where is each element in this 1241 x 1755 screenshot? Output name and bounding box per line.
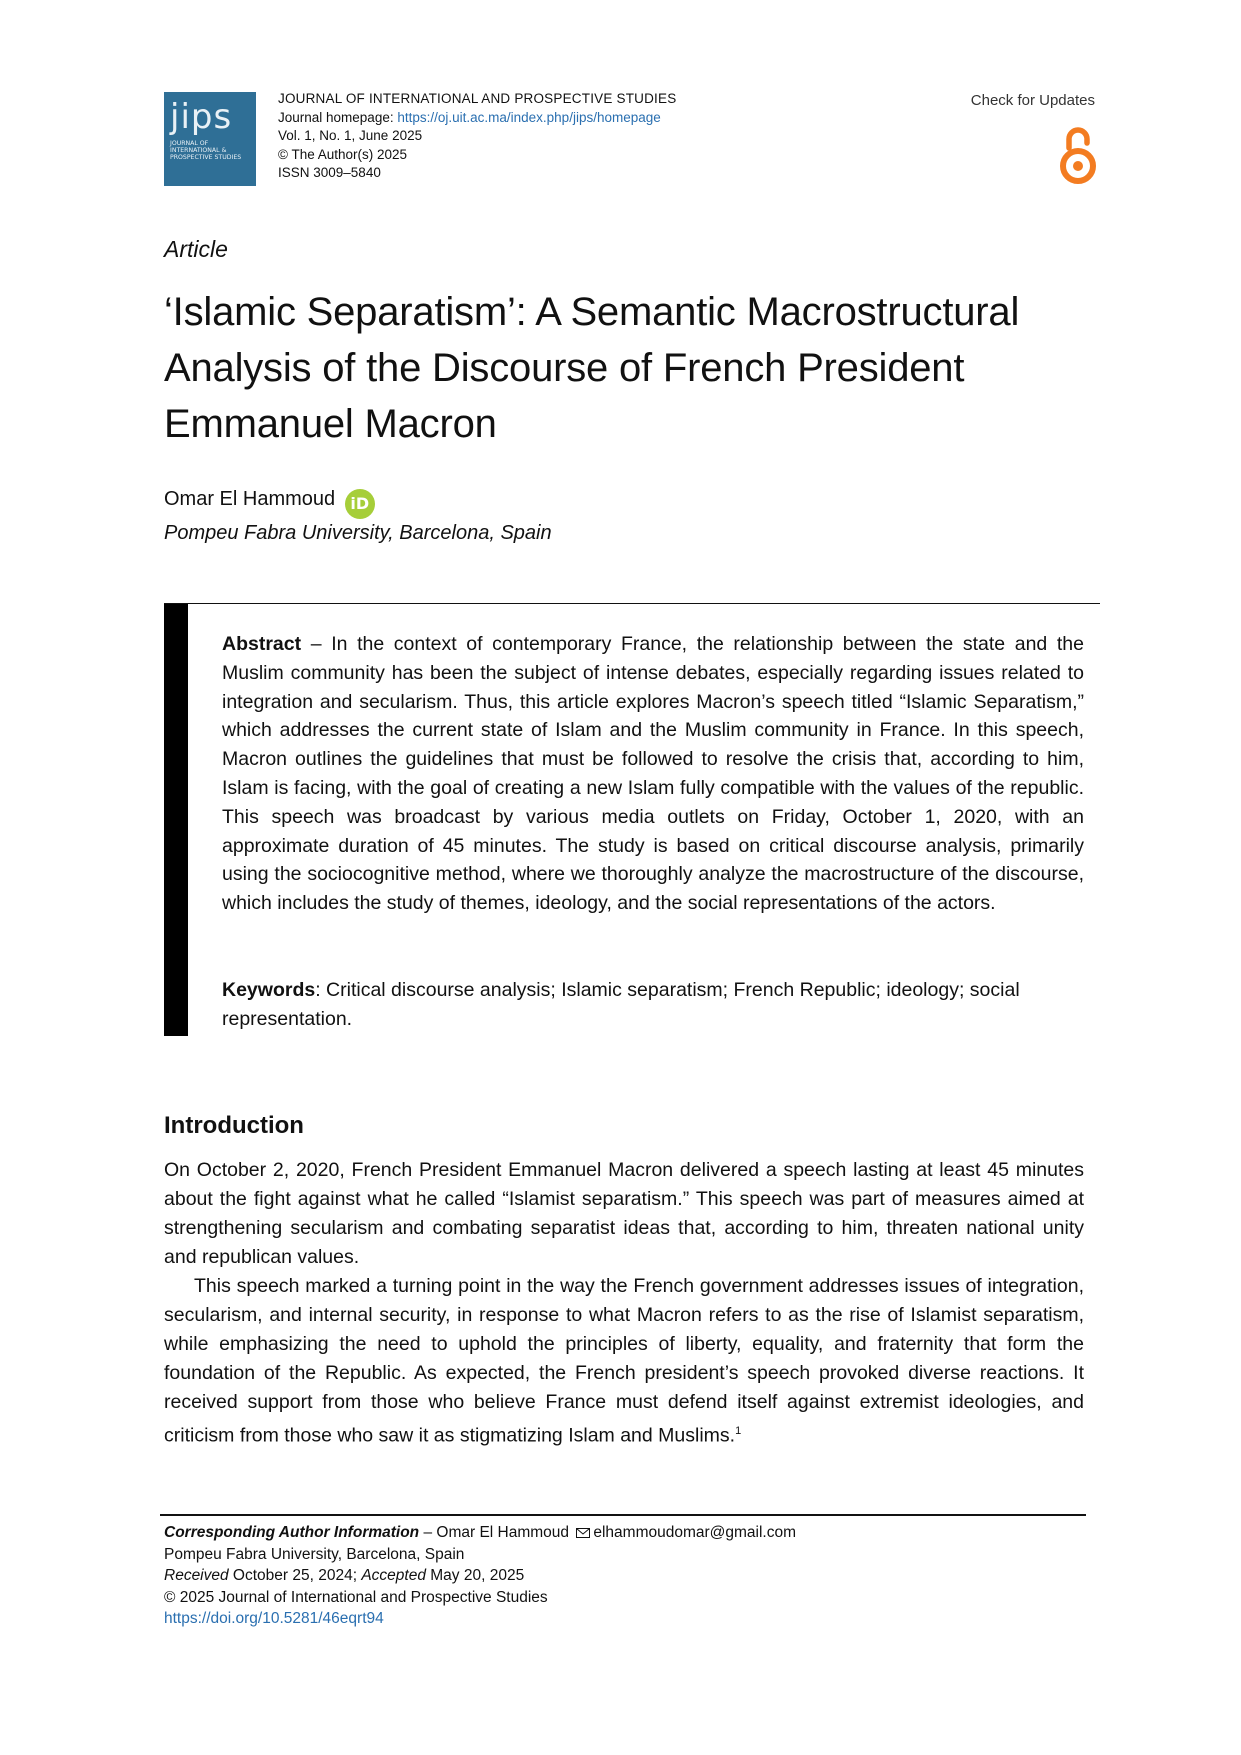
author-line xyxy=(164,488,375,519)
check-for-updates-link[interactable]: Check for Updates xyxy=(970,92,1095,109)
corresponding-email[interactable]: elhammoudomar@gmail.com xyxy=(593,1524,797,1541)
accepted-label: Accepted xyxy=(361,1567,426,1584)
author-name: Omar El Hammoud xyxy=(164,488,336,510)
homepage-link[interactable]: https://oj.uit.ac.ma/index.php/jips/homepage xyxy=(397,109,661,125)
corresponding-author-name: Omar El Hammoud xyxy=(436,1524,570,1541)
issn: ISSN 3009–5840 xyxy=(278,165,381,180)
received-date: October 25, 2024; xyxy=(228,1567,362,1584)
footnote-marker[interactable]: 1 xyxy=(735,1425,742,1437)
keywords-separator: : xyxy=(315,979,327,1001)
doi-link[interactable]: https://doi.org/10.5281/46eqrt94 xyxy=(164,1610,384,1627)
section-heading-introduction: Introduction xyxy=(164,1112,304,1139)
homepage-label: Journal homepage: xyxy=(278,109,398,125)
article-title: ‘Islamic Separatism’: A Semantic Macrostructural Analysis of the Discourse of French President Emmanuel Macron xyxy=(164,290,1020,446)
footer xyxy=(164,1522,796,1630)
journal-copyright: © The Author(s) 2025 xyxy=(278,146,408,162)
abstract-side-bar xyxy=(164,604,188,1036)
abstract-top-rule xyxy=(164,603,1100,604)
mail-icon xyxy=(576,1528,590,1538)
corresponding-label: Corresponding Author Information xyxy=(164,1524,420,1541)
corresponding-author-line xyxy=(164,1522,796,1544)
introduction-paragraph-2-text: This speech marked a turning point in the way the French government addresses issues of integration, secularism, and internal security, in response to what Macron refers to as the rise of Islamist separatism, while emphasizing the need to uphold the principles of liberty, equality, and fraternity that form the foundation of the Republic. As expected, the French president’s speech provoked diverse reactions. It received support from those who believe France must defend itself against extremist ideologies, and criticism from those who saw it as stigmatizing Islam and Muslims. xyxy=(164,1275,1084,1447)
article-type: Article xyxy=(164,236,228,262)
introduction-paragraph-2 xyxy=(164,1272,1084,1451)
footer-rule xyxy=(160,1514,1086,1516)
corresponding-dash: – xyxy=(419,1524,437,1541)
orcid-icon[interactable]: iD xyxy=(345,489,375,519)
abstract-separator: – xyxy=(301,633,332,655)
volume-info: Vol. 1, No. 1, June 2025 xyxy=(278,128,423,143)
abstract-text: In the context of contemporary France, the relationship between the state and the Muslim community has been the subject of intense debates, especially regarding issues related to integration and secularism. Thus, this article explores Macron’s speech titled “Islamic Separatism,” which addresses the current state of Islam and the Muslim community in France. In this speech, Macron outlines the guidelines that must be followed to resolve the crisis that, according to him, Islam is facing, with the goal of creating a new Islam fully compatible with the values of the republic. This speech was broadcast by various media outlets on Friday, October 1, 2020, with an approximate duration of 45 minutes. The study is based on critical discourse analysis, primarily using the sociocognitive method, where we thoroughly analyze the macrostructure of the discourse, which includes the study of themes, ideology, and the social representations of the actors. xyxy=(222,633,1084,915)
author-affiliation: Pompeu Fabra University, Barcelona, Spain xyxy=(164,522,552,544)
journal-homepage-line xyxy=(278,109,676,128)
logo-subtitle: JOURNAL OF INTERNATIONAL & PROSPECTIVE STUDIES xyxy=(170,140,242,161)
abstract-label: Abstract xyxy=(222,633,302,655)
accepted-date: May 20, 2025 xyxy=(425,1567,525,1584)
journal-info xyxy=(278,90,676,183)
logo-mark: jips xyxy=(170,97,233,137)
journal-logo xyxy=(164,92,256,186)
keywords xyxy=(222,976,1084,1034)
footer-copyright: © 2025 Journal of International and Prospective Studies xyxy=(164,1588,548,1606)
abstract xyxy=(222,630,1084,918)
open-access-icon[interactable] xyxy=(1058,124,1098,186)
keywords-label: Keywords xyxy=(222,979,316,1001)
introduction-paragraph-1: On October 2, 2020, French President Emmanuel Macron delivered a speech lasting at least 45 minutes about the fight against what he called “Islamist separatism.” This speech was part of measures aimed at strengthening secularism and combating separatist ideas that, according to him, threaten national unity and republican values. xyxy=(164,1159,1084,1268)
dates-line xyxy=(164,1565,796,1587)
journal-name: JOURNAL OF INTERNATIONAL AND PROSPECTIVE STUDIES xyxy=(278,91,677,106)
corresponding-affiliation: Pompeu Fabra University, Barcelona, Spain xyxy=(164,1545,465,1563)
keywords-text: Critical discourse analysis; Islamic separatism; French Republic; ideology; social representation. xyxy=(222,979,1020,1030)
received-label: Received xyxy=(164,1567,229,1584)
